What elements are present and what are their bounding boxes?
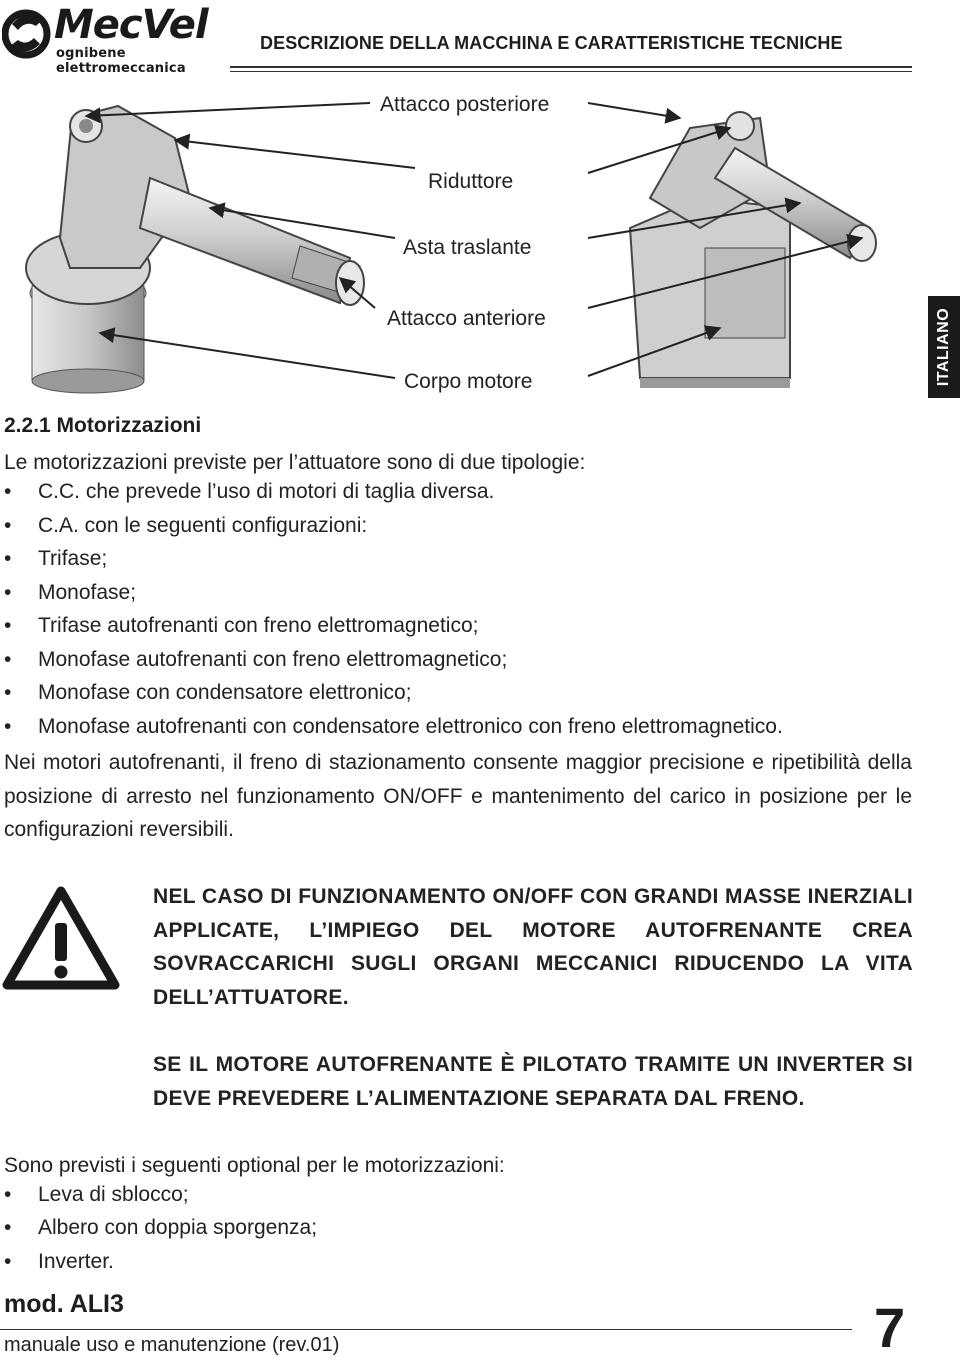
bullet-icon: • [4, 480, 12, 503]
bullet-icon: • [4, 681, 12, 704]
bullet-icon: • [4, 514, 12, 537]
bullet-icon: • [4, 715, 12, 738]
bullet-icon: • [4, 648, 12, 671]
bullet-icon: • [4, 1183, 12, 1206]
label-corpo-motore: Corpo motore [404, 370, 533, 393]
page-header-title: DESCRIZIONE DELLA MACCHINA E CARATTERISTICHE TECNICHE [260, 33, 843, 53]
warning-text-1: NEL CASO DI FUNZIONAMENTO ON/OFF CON GRANDI MASSE INERZIALI APPLICATE, L’IMPIEGO DEL MOTORE AUTOFRENANTE CREA SOVRACCARICHI SUGLI ORGANI MECCANICI RIDUCENDO LA VITA DELL’ATTUATORE. [153, 885, 913, 1009]
label-attacco-anteriore: Attacco anteriore [387, 307, 546, 330]
logo-wordmark: MecVel [54, 2, 208, 48]
label-asta-traslante: Asta traslante [403, 236, 532, 259]
header-divider-thin [230, 71, 912, 72]
language-tab [928, 296, 960, 398]
section-intro: Le motorizzazioni previste per l’attuatore sono di due tipologie: [4, 451, 586, 474]
bullet-icon: • [4, 1250, 12, 1273]
warning-text-2: SE IL MOTORE AUTOFRENANTE È PILOTATO TRAMITE UN INVERTER SI DEVE PREVEDERE L’ALIMENTAZIONE SEPARATA DAL FRENO. [153, 1053, 913, 1110]
bullet-icon: • [4, 581, 12, 604]
footer-model: mod. ALI3 [4, 1290, 124, 1318]
bullet-icon: • [4, 1216, 12, 1239]
bullet-icon: • [4, 614, 12, 637]
header-divider [230, 66, 912, 68]
bullet-icon: • [4, 547, 12, 570]
actuator-figure [0, 78, 930, 408]
page-number: 7 [874, 1296, 906, 1359]
left-actuator-drawing [26, 106, 364, 393]
label-riduttore: Riduttore [428, 170, 514, 193]
section-paragraph: Nei motori autofrenanti, il freno di stazionamento consente maggior precisione e ripetibilità della posizione di arresto nel funzionamento ON/OFF e mantenimento del carico in posizione per le configurazioni reversibili. [4, 751, 912, 841]
logo-tagline: ognibene elettromeccanica [56, 46, 186, 76]
footer-divider [0, 1329, 852, 1330]
logo-swirl-icon [2, 4, 54, 60]
language-tab-label: ITALIANO [935, 307, 952, 387]
mecvel-logo [2, 2, 217, 76]
optionals-intro: Sono previsti i seguenti optional per le motorizzazioni: [4, 1154, 505, 1177]
warning-triangle-icon [2, 885, 120, 991]
footer-manual: manuale uso e manutenzione (rev.01) [4, 1334, 340, 1356]
label-attacco-posteriore: Attacco posteriore [380, 93, 550, 116]
section-title: 2.2.1 Motorizzazioni [4, 414, 202, 437]
